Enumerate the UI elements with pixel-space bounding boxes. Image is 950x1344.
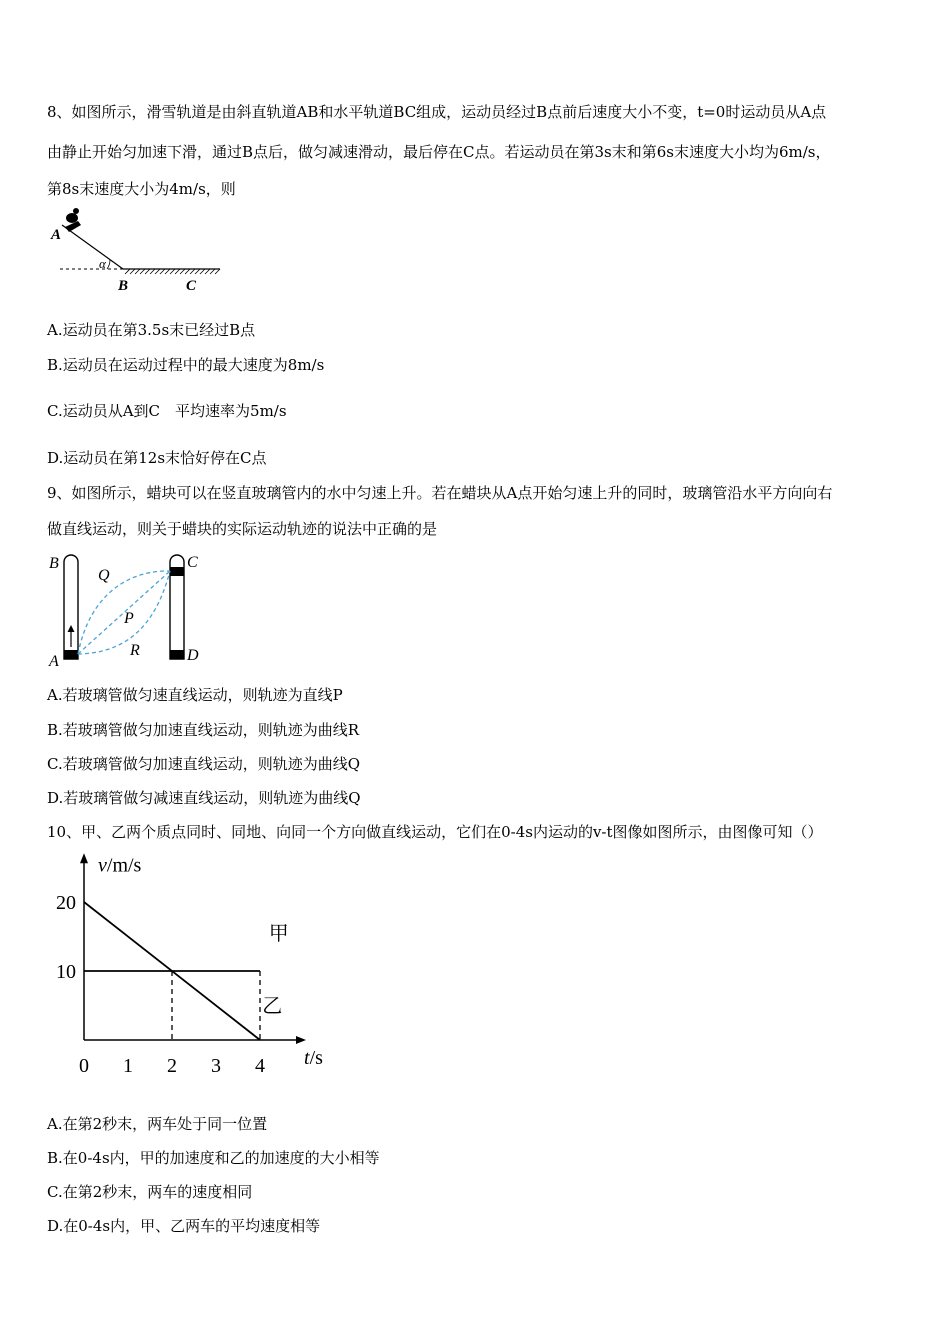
wax-block-a bbox=[64, 650, 78, 659]
label-p: P bbox=[124, 610, 134, 627]
chart-labels bbox=[56, 854, 323, 1077]
vt-chart bbox=[40, 850, 340, 1085]
slope-line bbox=[62, 225, 123, 269]
y-axis-arrow bbox=[80, 853, 88, 863]
q8-stem-line-2: 由静止开始匀加速下滑，通过B点后，做匀减速滑动，最后停在C点。若运动员在第3s末和第6s末速度大小均为6m/s， bbox=[47, 143, 831, 161]
q9-stem-line-1: 9、如图所示，蜡块可以在竖直玻璃管内的水中匀速上升。若在蜡块从A点开始匀速上升的同时，玻璃管沿水平方向向右 bbox=[47, 484, 833, 502]
wax-block-d bbox=[170, 650, 184, 659]
x-tick-label: 0 bbox=[79, 1055, 89, 1077]
q10-option-c: C.在第2秒末，两车的速度相同 bbox=[47, 1183, 253, 1201]
q10-option-a: A.在第2秒末，两车处于同一位置 bbox=[47, 1115, 268, 1133]
series-label-yi: 乙 bbox=[262, 995, 283, 1018]
ski-track-figure bbox=[45, 205, 230, 300]
q8-option-d: D.运动员在第12s末恰好停在C点 bbox=[47, 449, 267, 467]
label-alpha: α bbox=[99, 256, 106, 271]
q9-option-b: B.若玻璃管做匀加速直线运动，则轨迹为曲线R bbox=[47, 721, 360, 739]
q8-option-a: A.运动员在第3.5s末已经过B点 bbox=[47, 321, 256, 339]
q9-option-a: A.若玻璃管做匀速直线运动，则轨迹为直线P bbox=[47, 686, 343, 704]
x-tick-label: 2 bbox=[167, 1055, 177, 1077]
q9-option-c: C.若玻璃管做匀加速直线运动，则轨迹为曲线Q bbox=[47, 755, 361, 773]
q9-stem-line-2: 做直线运动，则关于蜡块的实际运动轨迹的说法中正确的是 bbox=[47, 520, 438, 538]
q10-stem: 10、甲、乙两个质点同时、同地、向同一个方向做直线运动，它们在0-4s内运动的v-t图像如图所示，由图像可知（） bbox=[47, 823, 823, 841]
glass-tube-figure bbox=[45, 548, 215, 670]
x-axis-arrow bbox=[296, 1036, 306, 1044]
x-tick-label: 1 bbox=[123, 1055, 133, 1077]
x-tick-label: 4 bbox=[255, 1055, 265, 1077]
q9-option-d: D.若玻璃管做匀减速直线运动，则轨迹为曲线Q bbox=[47, 789, 361, 807]
series-label-jia: 甲 bbox=[268, 922, 289, 945]
y-tick-label: 20 bbox=[56, 892, 76, 914]
y-tick-label: 10 bbox=[56, 961, 76, 983]
label-r: R bbox=[130, 642, 140, 659]
y-axis-label: v/m/s bbox=[98, 854, 142, 877]
q10-option-d: D.在0-4s内，甲、乙两车的平均速度相等 bbox=[47, 1217, 321, 1235]
label-a: A bbox=[51, 227, 62, 243]
q8-stem-line-1: 8、如图所示，滑雪轨道是由斜直轨道AB和水平轨道BC组成，运动员经过B点前后速度大小不变，t=0时运动员从A点 bbox=[47, 103, 827, 121]
label-a: A bbox=[49, 653, 59, 670]
label-b: B bbox=[118, 278, 129, 294]
x-tick-label: 3 bbox=[211, 1055, 221, 1077]
label-c: C bbox=[186, 278, 197, 294]
x-axis-label: t/s bbox=[304, 1047, 323, 1069]
label-b: B bbox=[49, 555, 59, 572]
track-hatching bbox=[125, 269, 220, 274]
label-d: D bbox=[187, 647, 199, 664]
q8-stem-line-3: 第8s末速度大小为4m/s，则 bbox=[47, 180, 236, 198]
q8-option-b: B.运动员在运动过程中的最大速度为8m/s bbox=[47, 356, 325, 374]
q10-option-b: B.在0-4s内，甲的加速度和乙的加速度的大小相等 bbox=[47, 1149, 380, 1167]
angle-arc bbox=[107, 260, 110, 269]
wax-block-c bbox=[170, 567, 184, 576]
label-c: C bbox=[187, 554, 198, 571]
label-q: Q bbox=[98, 567, 110, 584]
q8-option-c: C.运动员从A到C 平均速率为5m/s bbox=[47, 402, 287, 420]
